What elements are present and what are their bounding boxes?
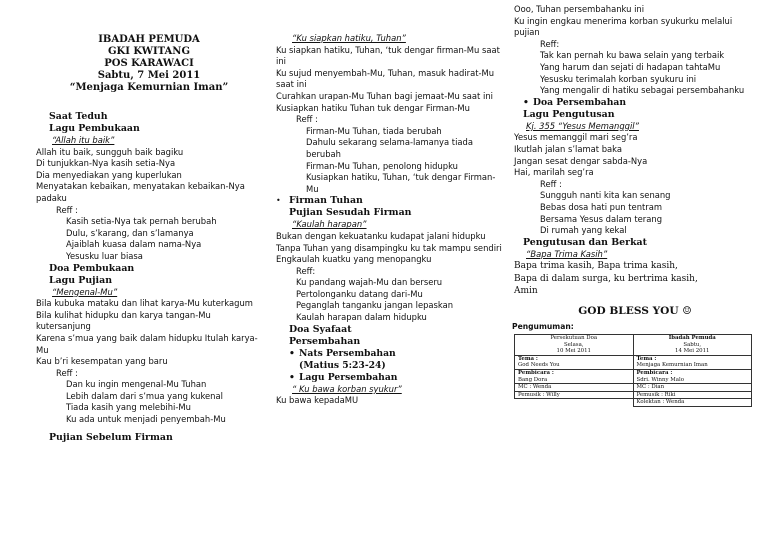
schedule-right-tema: Tema : Menjaga Kemurnian Iman	[633, 355, 752, 369]
reff-label: Reff:	[296, 265, 316, 276]
reff-label: Reff :	[56, 204, 78, 215]
schedule-right-pembicara: Pembicara : Sdri. Winny Malo	[633, 369, 752, 383]
schedule-left-tema: Tema : God Needs You	[515, 355, 634, 369]
reff-line: Peganglah tanganku jangan lepaskan	[296, 300, 454, 311]
section-pujian-sebelum-firman: Pujian Sebelum Firman	[49, 431, 173, 443]
reff-label: Reff :	[296, 114, 318, 125]
schedule-right-header: Ibadah Pemuda Sabtu, 14 Mei 2011	[633, 334, 752, 355]
song-title: “Allah itu baik”	[52, 135, 115, 145]
song-title: “Bapa Trima Kasih”	[526, 248, 608, 259]
reff-line: Ku pandang wajah-Mu dan berseru	[296, 277, 443, 288]
lyric-line: Bapa di dalam surga, ku bertrima kasih,	[514, 273, 698, 284]
song-title: “Mengenal-Mu”	[52, 286, 118, 297]
lyric-line: Kau b’ri kesempatan yang baru	[36, 356, 168, 367]
reff-line: Kusiapkan hatiku, Tuhan, ‘tuk dengar Firman-Mu	[306, 172, 496, 194]
song-title: “ Ku bawa korban syukur”	[292, 383, 402, 394]
lyric-line: Ku sujud menyembah-Mu, Tuhan, masuk hadirat-Mu saat ini	[276, 67, 495, 90]
reff-line: Ajaiblah kuasa dalam nama-Nya	[66, 239, 202, 250]
reff-line: Yang harum dan sejati di hadapan tahtaMu	[540, 61, 721, 72]
reff-line: Sungguh nanti kita kan senang	[540, 190, 671, 201]
subsection-nats-ref: (Matius 5:23-24)	[299, 359, 386, 371]
schedule-left-header: Persekutuan Doa Selasa, 10 Mei 2011	[515, 334, 634, 355]
section-persembahan: Persembahan	[289, 335, 361, 347]
subsection-lagu-persembahan: • Lagu Persembahan	[289, 371, 398, 383]
subsection-nats: • Nats Persembahan	[289, 347, 396, 359]
section-firman-tuhan: • Firman Tuhan	[276, 195, 363, 207]
reff-line: Di rumah yang kekal	[540, 225, 627, 236]
reff-label: Reff :	[540, 178, 562, 189]
section-saat-teduh: Saat Teduh	[49, 111, 108, 122]
schedule-left-mc: MC : Wenda	[515, 384, 634, 392]
lyric-line: Engkaulah kuatku yang menopangku	[276, 254, 432, 265]
reff-line: Dan ku ingin mengenal-Mu Tuhan	[66, 379, 207, 390]
lyric-line: Ku ingin engkau menerima korban syukurku melalui pujian	[514, 15, 733, 38]
lyric-line: Jangan sesat dengar sabda-Nya	[514, 155, 648, 166]
section-doa-pembukaan: Doa Pembukaan	[49, 262, 135, 274]
schedule-right-kolektan: Kolektan : Wenda	[633, 399, 752, 407]
schedule-left-empty	[515, 399, 634, 407]
schedule-left-pemusik: Pemusik : Willy	[515, 391, 634, 399]
section-pujian-sesudah-firman: Pujian Sesudah Firman	[289, 207, 412, 219]
reff-label: Reff:	[540, 38, 560, 49]
lyric-line: Menyatakan kebaikan, menyatakan kebaikan-Nya padaku	[36, 181, 245, 203]
section-lagu-pembukaan: Lagu Pembukaan	[49, 123, 140, 134]
header-line: GKI KWITANG	[108, 46, 190, 57]
pengumuman-label: Pengumuman:	[512, 322, 574, 332]
header-theme: “Menjaga Kemurnian Iman”	[69, 82, 229, 93]
reff-line: Ku ada untuk menjadi penyembah-Mu	[66, 414, 226, 425]
song-title: “Ku siapkan hatiku, Tuhan”	[292, 33, 406, 43]
song-title: “Kaulah harapan”	[292, 219, 367, 230]
section-doa-syafaat: Doa Syafaat	[289, 323, 352, 335]
section-pengutusan-dan-berkat: Pengutusan dan Berkat	[523, 236, 647, 248]
section-lagu-pengutusan: Lagu Pengutusan	[523, 108, 615, 120]
reff-line: Kaulah harapan dalam hidupku	[296, 312, 427, 323]
lyric-line: Amin	[514, 286, 538, 297]
reff-label: Reff :	[56, 367, 78, 378]
column-left	[36, 0, 262, 444]
reff-line: Kasih setia-Nya tak pernah berubah	[66, 216, 217, 227]
lyric-line: Bila kulihat hidupku dan karya tangan-Mu kutersanjung	[36, 309, 211, 332]
lyric-line: Curahkan urapan-Mu Tuhan bagi jemaat-Mu saat ini	[276, 90, 493, 101]
reff-line: Firman-Mu Tuhan, penolong hidupku	[306, 160, 458, 171]
schedule-right-pemusik: Pemusik : Riki	[633, 391, 752, 399]
reff-line: Firman-Mu Tuhan, tiada berubah	[306, 125, 442, 136]
column-right	[510, 0, 760, 407]
reff-line: Lebih dalam dari s’mua yang kukenal	[66, 390, 223, 401]
schedule-right-mc: MC : Dian	[633, 384, 752, 392]
reff-line: Tiada kasih yang melebihi-Mu	[66, 402, 191, 413]
bullet-icon: •	[276, 196, 281, 206]
schedule-left-pembicara: Pembicara : Bang Dora	[515, 369, 634, 383]
header-line: IBADAH PEMUDA	[98, 34, 200, 45]
lyric-line: Ikutlah jalan s’lamat baka	[514, 143, 622, 154]
god-bless-heading: GOD BLESS YOU ☺	[578, 304, 692, 317]
column-middle	[276, 0, 504, 407]
song-title: Kj. 355 “Yesus Memanggil”	[526, 120, 639, 131]
lyric-line: Bapa trima kasih, Bapa trima kasih,	[514, 261, 678, 272]
reff-line: Yang mengalir di hatiku sebagai persembahanku	[540, 85, 745, 96]
lyric-line: Bila kubuka mataku dan lihat karya-Mu kuterkagum	[36, 298, 253, 309]
schedule-table	[514, 334, 752, 407]
reff-line: Yesusku terimalah korban syukuru ini	[540, 73, 697, 84]
lyric-line: Karena s’mua yang baik dalam hidupku Itulah karya-Mu	[36, 332, 258, 355]
lyric-line: Ooo, Tuhan persembahanku ini	[514, 4, 645, 14]
reff-line: Pertolonganku datang dari-Mu	[296, 288, 423, 299]
subsection-doa-persembahan: • Doa Persembahan	[523, 96, 627, 108]
header-block	[36, 0, 262, 111]
lyric-line: Yesus memanggil mari seg’ra	[514, 132, 638, 143]
section-lagu-pujian: Lagu Pujian	[49, 274, 113, 286]
lyric-line: Tanpa Tuhan yang disampingku ku tak mampu sendiri	[276, 242, 502, 253]
header-line: POS KARAWACI	[104, 58, 194, 69]
lyric-line: Ku siapkan hatiku, Tuhan, ‘tuk dengar firman-Mu saat ini	[276, 44, 500, 67]
reff-line: Bebas dosa hati pun tentram	[540, 201, 663, 212]
header-line: Sabtu, 7 Mei 2011	[97, 70, 201, 81]
reff-line: Bersama Yesus dalam terang	[540, 213, 663, 224]
lyric-line: Kusiapkan hatiku Tuhan tuk dengar Firman-Mu	[276, 102, 470, 113]
reff-line: Tak kan pernah ku bawa selain yang terbaik	[540, 50, 725, 61]
lyric-line: Di tunjukkan-Nya kasih setia-Nya	[36, 158, 176, 169]
lyric-line: Allah itu baik, sungguh baik bagiku	[36, 146, 184, 157]
lyric-line: Hai, marilah seg’ra	[514, 167, 594, 178]
reff-line: Dahulu sekarang selama-lamanya tiada berubah	[306, 137, 473, 159]
lyric-line: Ku bawa kepadaMU	[276, 395, 359, 406]
lyric-line: Dia menyediakan yang kuperlukan	[36, 169, 182, 180]
reff-line: Yesusku luar biasa	[66, 250, 143, 261]
lyric-line: Bukan dengan kekuatanku kudapat jalani hidupku	[276, 230, 486, 241]
reff-line: Dulu, s’karang, dan s’lamanya	[66, 227, 194, 238]
